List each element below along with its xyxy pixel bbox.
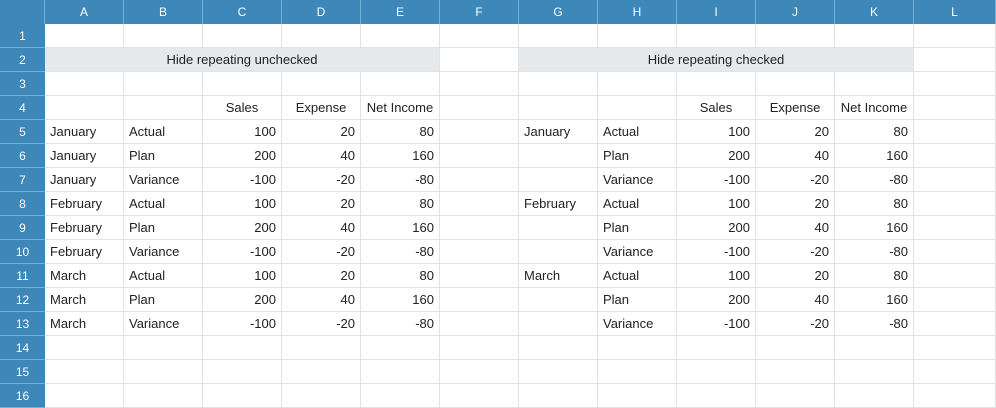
value-cell[interactable]: 80 xyxy=(835,264,914,288)
cell[interactable] xyxy=(598,96,677,120)
value-cell[interactable]: 160 xyxy=(361,288,440,312)
month-cell[interactable]: February xyxy=(519,192,598,216)
value-cell[interactable]: 200 xyxy=(203,288,282,312)
value-cell[interactable]: 80 xyxy=(361,120,440,144)
row-header-8[interactable]: 8 xyxy=(0,192,45,216)
cell[interactable] xyxy=(203,72,282,96)
scenario-cell[interactable]: Actual xyxy=(124,120,203,144)
cell[interactable] xyxy=(756,24,835,48)
value-cell[interactable]: 40 xyxy=(756,216,835,240)
value-cell[interactable]: 40 xyxy=(756,288,835,312)
cell[interactable] xyxy=(45,24,124,48)
value-cell[interactable]: -100 xyxy=(677,312,756,336)
column-header-g[interactable]: G xyxy=(519,0,598,24)
cell[interactable] xyxy=(598,336,677,360)
month-cell[interactable]: March xyxy=(45,288,124,312)
value-cell[interactable]: -100 xyxy=(677,168,756,192)
scenario-cell[interactable]: Variance xyxy=(598,168,677,192)
row-header-1[interactable]: 1 xyxy=(0,24,45,48)
cell[interactable] xyxy=(598,24,677,48)
cell[interactable] xyxy=(440,240,519,264)
cell[interactable] xyxy=(124,384,203,408)
cell[interactable] xyxy=(519,96,598,120)
month-cell[interactable] xyxy=(519,144,598,168)
cell[interactable] xyxy=(835,24,914,48)
scenario-cell[interactable]: Plan xyxy=(598,216,677,240)
column-label-expense[interactable]: Expense xyxy=(282,96,361,120)
row-header-5[interactable]: 5 xyxy=(0,120,45,144)
cell[interactable] xyxy=(677,384,756,408)
cell[interactable] xyxy=(440,96,519,120)
month-cell[interactable]: January xyxy=(519,120,598,144)
scenario-cell[interactable]: Plan xyxy=(124,288,203,312)
value-cell[interactable]: 160 xyxy=(835,288,914,312)
row-header-15[interactable]: 15 xyxy=(0,360,45,384)
month-cell[interactable] xyxy=(519,168,598,192)
cell[interactable] xyxy=(361,384,440,408)
value-cell[interactable]: -80 xyxy=(361,168,440,192)
value-cell[interactable]: -100 xyxy=(677,240,756,264)
month-cell[interactable] xyxy=(519,312,598,336)
value-cell[interactable]: -20 xyxy=(282,240,361,264)
cell[interactable] xyxy=(677,360,756,384)
month-cell[interactable]: February xyxy=(45,192,124,216)
cell[interactable] xyxy=(519,336,598,360)
row-header-10[interactable]: 10 xyxy=(0,240,45,264)
select-all-corner[interactable] xyxy=(0,0,45,24)
cell[interactable] xyxy=(440,384,519,408)
cell[interactable] xyxy=(914,360,996,384)
column-label-sales[interactable]: Sales xyxy=(677,96,756,120)
cell[interactable] xyxy=(756,360,835,384)
cell[interactable] xyxy=(914,336,996,360)
cell[interactable] xyxy=(45,336,124,360)
column-header-f[interactable]: F xyxy=(440,0,519,24)
month-cell[interactable] xyxy=(519,288,598,312)
column-label-net_income[interactable]: Net Income xyxy=(835,96,914,120)
cell[interactable] xyxy=(835,384,914,408)
cell[interactable] xyxy=(124,24,203,48)
cell[interactable] xyxy=(440,336,519,360)
cell[interactable] xyxy=(440,144,519,168)
column-header-i[interactable]: I xyxy=(677,0,756,24)
column-header-k[interactable]: K xyxy=(835,0,914,24)
value-cell[interactable]: -80 xyxy=(361,240,440,264)
cell[interactable] xyxy=(440,120,519,144)
value-cell[interactable]: 80 xyxy=(361,192,440,216)
value-cell[interactable]: -100 xyxy=(203,168,282,192)
column-header-j[interactable]: J xyxy=(756,0,835,24)
value-cell[interactable]: -20 xyxy=(756,312,835,336)
value-cell[interactable]: 200 xyxy=(677,216,756,240)
cell[interactable] xyxy=(914,384,996,408)
value-cell[interactable]: 160 xyxy=(361,144,440,168)
scenario-cell[interactable]: Variance xyxy=(598,240,677,264)
value-cell[interactable]: -20 xyxy=(756,240,835,264)
cell[interactable] xyxy=(914,120,996,144)
value-cell[interactable]: 80 xyxy=(835,120,914,144)
value-cell[interactable]: 160 xyxy=(835,216,914,240)
cell[interactable] xyxy=(203,336,282,360)
cell[interactable] xyxy=(45,72,124,96)
scenario-cell[interactable]: Actual xyxy=(598,120,677,144)
value-cell[interactable]: 100 xyxy=(203,264,282,288)
cell[interactable] xyxy=(440,168,519,192)
cell[interactable] xyxy=(519,72,598,96)
column-header-b[interactable]: B xyxy=(124,0,203,24)
row-header-6[interactable]: 6 xyxy=(0,144,45,168)
cell[interactable] xyxy=(914,288,996,312)
value-cell[interactable]: 40 xyxy=(282,144,361,168)
month-cell[interactable] xyxy=(519,240,598,264)
cell[interactable] xyxy=(756,72,835,96)
value-cell[interactable]: -100 xyxy=(203,240,282,264)
month-cell[interactable]: March xyxy=(45,264,124,288)
scenario-cell[interactable]: Plan xyxy=(598,144,677,168)
month-cell[interactable]: January xyxy=(45,144,124,168)
cell[interactable] xyxy=(914,192,996,216)
value-cell[interactable]: 20 xyxy=(282,192,361,216)
month-cell[interactable]: February xyxy=(45,240,124,264)
row-header-2[interactable]: 2 xyxy=(0,48,45,72)
column-label-expense[interactable]: Expense xyxy=(756,96,835,120)
cell[interactable] xyxy=(124,72,203,96)
column-header-h[interactable]: H xyxy=(598,0,677,24)
scenario-cell[interactable]: Variance xyxy=(598,312,677,336)
cell[interactable] xyxy=(282,24,361,48)
left-section-title[interactable]: Hide repeating unchecked xyxy=(45,48,440,72)
cell[interactable] xyxy=(914,168,996,192)
row-header-13[interactable]: 13 xyxy=(0,312,45,336)
row-header-4[interactable]: 4 xyxy=(0,96,45,120)
cell[interactable] xyxy=(914,264,996,288)
column-header-a[interactable]: A xyxy=(45,0,124,24)
value-cell[interactable]: 200 xyxy=(203,216,282,240)
row-header-14[interactable]: 14 xyxy=(0,336,45,360)
cell[interactable] xyxy=(282,72,361,96)
value-cell[interactable]: 20 xyxy=(756,120,835,144)
cell[interactable] xyxy=(914,240,996,264)
value-cell[interactable]: 100 xyxy=(677,264,756,288)
cell[interactable] xyxy=(914,216,996,240)
value-cell[interactable]: 200 xyxy=(203,144,282,168)
cell[interactable] xyxy=(440,72,519,96)
value-cell[interactable]: 160 xyxy=(835,144,914,168)
row-header-9[interactable]: 9 xyxy=(0,216,45,240)
row-header-12[interactable]: 12 xyxy=(0,288,45,312)
cell[interactable] xyxy=(519,24,598,48)
scenario-cell[interactable]: Actual xyxy=(598,192,677,216)
value-cell[interactable]: 20 xyxy=(756,264,835,288)
row-header-7[interactable]: 7 xyxy=(0,168,45,192)
month-cell[interactable]: March xyxy=(519,264,598,288)
column-header-d[interactable]: D xyxy=(282,0,361,24)
value-cell[interactable]: 200 xyxy=(677,288,756,312)
value-cell[interactable]: -80 xyxy=(361,312,440,336)
cell[interactable] xyxy=(519,360,598,384)
month-cell[interactable]: January xyxy=(45,120,124,144)
cell[interactable] xyxy=(835,360,914,384)
cell[interactable] xyxy=(124,360,203,384)
cell[interactable] xyxy=(677,336,756,360)
value-cell[interactable]: -80 xyxy=(835,312,914,336)
month-cell[interactable]: March xyxy=(45,312,124,336)
cell[interactable] xyxy=(45,384,124,408)
cell[interactable] xyxy=(677,72,756,96)
value-cell[interactable]: 200 xyxy=(677,144,756,168)
scenario-cell[interactable]: Actual xyxy=(598,264,677,288)
scenario-cell[interactable]: Actual xyxy=(124,192,203,216)
scenario-cell[interactable]: Plan xyxy=(124,216,203,240)
cell[interactable] xyxy=(282,384,361,408)
cell[interactable] xyxy=(203,384,282,408)
cell[interactable] xyxy=(914,48,996,72)
month-cell[interactable]: January xyxy=(45,168,124,192)
cell[interactable] xyxy=(914,144,996,168)
row-header-11[interactable]: 11 xyxy=(0,264,45,288)
cell[interactable] xyxy=(914,72,996,96)
cell[interactable] xyxy=(124,336,203,360)
value-cell[interactable]: 40 xyxy=(756,144,835,168)
cell[interactable] xyxy=(914,312,996,336)
cell[interactable] xyxy=(440,288,519,312)
value-cell[interactable]: 100 xyxy=(677,192,756,216)
scenario-cell[interactable]: Variance xyxy=(124,312,203,336)
column-header-e[interactable]: E xyxy=(361,0,440,24)
value-cell[interactable]: 40 xyxy=(282,288,361,312)
row-header-16[interactable]: 16 xyxy=(0,384,45,408)
cell[interactable] xyxy=(598,384,677,408)
cell[interactable] xyxy=(45,360,124,384)
cell[interactable] xyxy=(361,360,440,384)
value-cell[interactable]: 160 xyxy=(361,216,440,240)
value-cell[interactable]: 20 xyxy=(756,192,835,216)
row-header-3[interactable]: 3 xyxy=(0,72,45,96)
cell[interactable] xyxy=(756,384,835,408)
scenario-cell[interactable]: Variance xyxy=(124,240,203,264)
cell[interactable] xyxy=(914,96,996,120)
value-cell[interactable]: -100 xyxy=(203,312,282,336)
scenario-cell[interactable]: Plan xyxy=(598,288,677,312)
column-label-net_income[interactable]: Net Income xyxy=(361,96,440,120)
value-cell[interactable]: -20 xyxy=(282,168,361,192)
value-cell[interactable]: 20 xyxy=(282,264,361,288)
cell[interactable] xyxy=(440,24,519,48)
value-cell[interactable]: 40 xyxy=(282,216,361,240)
month-cell[interactable]: February xyxy=(45,216,124,240)
scenario-cell[interactable]: Plan xyxy=(124,144,203,168)
value-cell[interactable]: 100 xyxy=(203,120,282,144)
column-header-c[interactable]: C xyxy=(203,0,282,24)
cell[interactable] xyxy=(598,72,677,96)
cell[interactable] xyxy=(914,24,996,48)
cell[interactable] xyxy=(361,336,440,360)
cell[interactable] xyxy=(282,336,361,360)
cell[interactable] xyxy=(440,312,519,336)
cell[interactable] xyxy=(282,360,361,384)
cell[interactable] xyxy=(203,24,282,48)
value-cell[interactable]: 100 xyxy=(677,120,756,144)
cell[interactable] xyxy=(440,360,519,384)
cell[interactable] xyxy=(835,72,914,96)
cell[interactable] xyxy=(440,48,519,72)
cell[interactable] xyxy=(440,216,519,240)
cell[interactable] xyxy=(45,96,124,120)
cell[interactable] xyxy=(519,384,598,408)
cell[interactable] xyxy=(124,96,203,120)
cell[interactable] xyxy=(203,360,282,384)
cell[interactable] xyxy=(440,192,519,216)
scenario-cell[interactable]: Variance xyxy=(124,168,203,192)
value-cell[interactable]: 20 xyxy=(282,120,361,144)
cell[interactable] xyxy=(598,360,677,384)
cell[interactable] xyxy=(361,72,440,96)
value-cell[interactable]: -80 xyxy=(835,168,914,192)
scenario-cell[interactable]: Actual xyxy=(124,264,203,288)
column-header-l[interactable]: L xyxy=(914,0,996,24)
cell[interactable] xyxy=(835,336,914,360)
value-cell[interactable]: 100 xyxy=(203,192,282,216)
cell[interactable] xyxy=(677,24,756,48)
cell[interactable] xyxy=(756,336,835,360)
value-cell[interactable]: -20 xyxy=(756,168,835,192)
value-cell[interactable]: 80 xyxy=(361,264,440,288)
value-cell[interactable]: 80 xyxy=(835,192,914,216)
right-section-title[interactable]: Hide repeating checked xyxy=(519,48,914,72)
cell[interactable] xyxy=(361,24,440,48)
column-label-sales[interactable]: Sales xyxy=(203,96,282,120)
value-cell[interactable]: -20 xyxy=(282,312,361,336)
value-cell[interactable]: -80 xyxy=(835,240,914,264)
cell[interactable] xyxy=(440,264,519,288)
month-cell[interactable] xyxy=(519,216,598,240)
